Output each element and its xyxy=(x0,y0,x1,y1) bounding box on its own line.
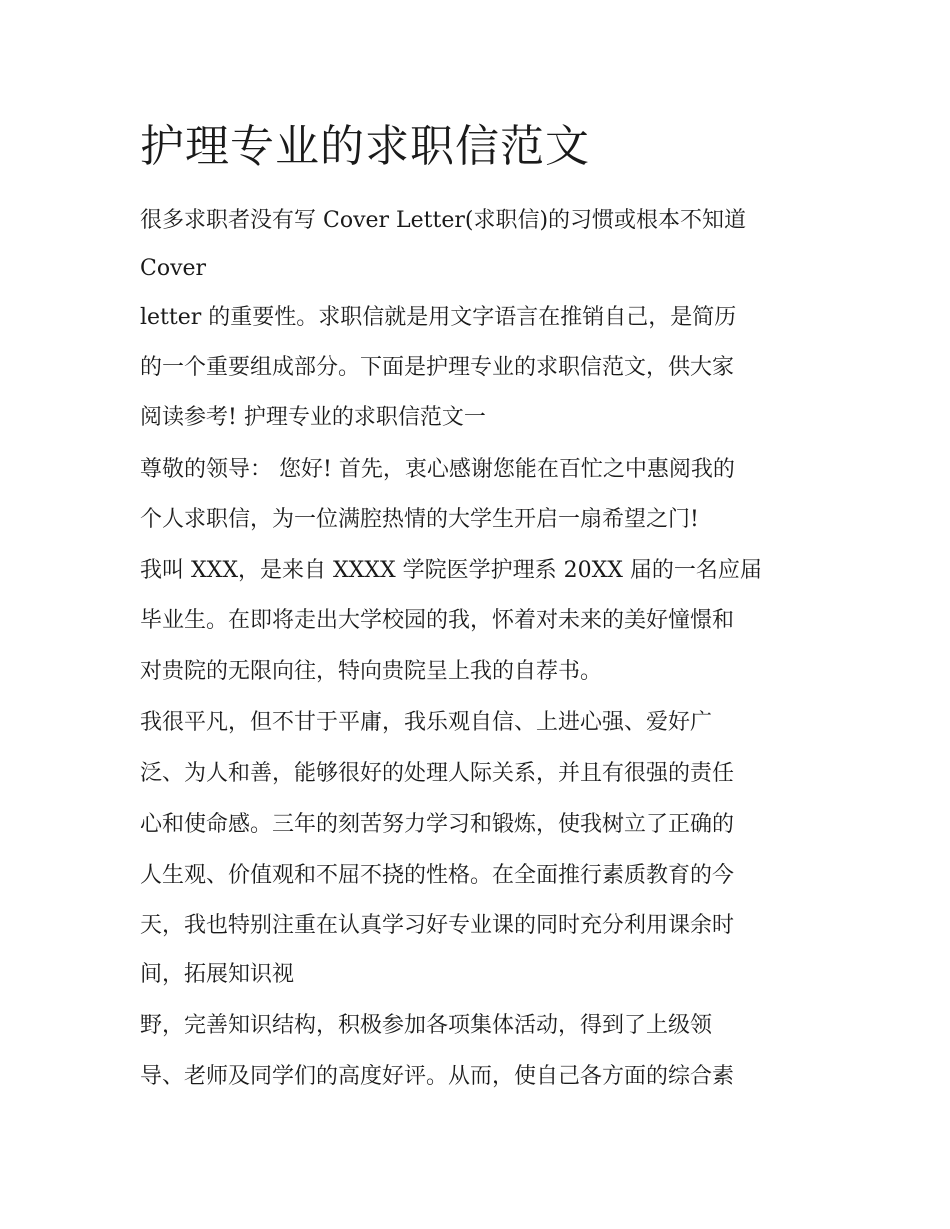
body-line: 我叫 XXX，是来自 XXXX 学院医学护理系 20XX 届的一名应届 xyxy=(140,558,762,583)
body-line: 心和使命感。三年的刻苦努力学习和锻炼，使我树立了正确的 xyxy=(140,812,735,837)
body-line: 尊敬的领导： 您好! 首先，衷心感谢您能在百忙之中惠阅我的 xyxy=(140,457,735,482)
body-line: 个人求职信，为一位满腔热情的大学生开启一扇希望之门! xyxy=(140,507,699,532)
body-line: 人生观、价值观和不屈不挠的性格。在全面推行素质教育的今 xyxy=(140,863,735,888)
body-line: 导、老师及同学们的高度好评。从而，使自己各方面的综合素 xyxy=(140,1064,735,1089)
body-line: 的一个重要组成部分。下面是护理专业的求职信范文，供大家 xyxy=(140,355,735,380)
body-line: 很多求职者没有写 Cover Letter(求职信)的习惯或根本不知道 xyxy=(140,208,747,233)
body-line: 间，拓展知识视 xyxy=(140,962,295,987)
body-line: 我很平凡，但不甘于平庸，我乐观自信、上进心强、爱好广 xyxy=(140,710,713,735)
body-line: 对贵院的无限向往，特向贵院呈上我的自荐书。 xyxy=(140,659,603,684)
body-line: 天，我也特别注重在认真学习好专业课的同时充分利用课余时 xyxy=(140,913,735,938)
page-title: 护理专业的求职信范文 xyxy=(140,121,590,172)
body-line: letter 的重要性。求职信就是用文字语言在推销自己，是简历 xyxy=(140,305,737,330)
body-line: 泛、为人和善，能够很好的处理人际关系，并且有很强的责任 xyxy=(140,761,735,786)
body-line: 阅读参考! 护理专业的求职信范文一 xyxy=(140,405,486,430)
body-line: 野，完善知识结构，积极参加各项集体活动，得到了上级领 xyxy=(140,1013,713,1038)
body-line: 毕业生。在即将走出大学校园的我，怀着对未来的美好憧憬和 xyxy=(140,608,735,633)
body-line: Cover xyxy=(140,256,207,281)
